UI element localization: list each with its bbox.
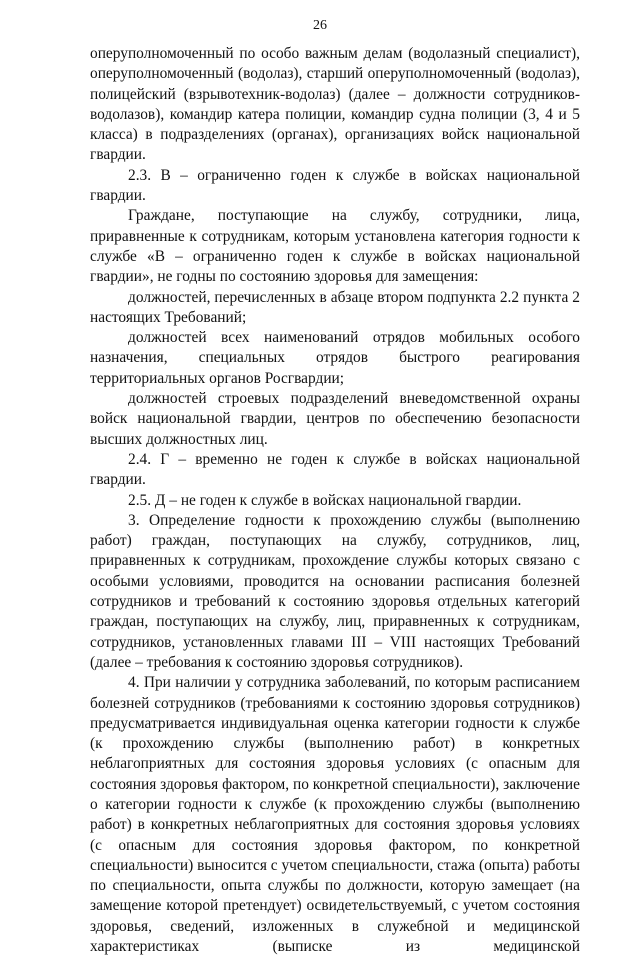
- paragraph-2-5: 2.5. Д – не годен к службе в войсках национальной гвардии.: [128, 491, 522, 509]
- paragraph-3: 3. Определение годности к прохождению службы (выполнению работ) граждан, поступающих на службу, сотрудников, лиц, приравненных к сотрудникам, прохождение службы которых связано с особыми условиями, проводится на основании расписания болезней сотрудников и требований к состоянию здоровья отдельных категорий граждан, поступающих на службу, лиц, приравненных к сотрудникам, сотрудников, установленных главами III – VIII настоящих Требований (далее – требования к состоянию здоровья сотрудников).: [90, 511, 580, 671]
- paragraph-2-3: 2.3. В – ограниченно годен к службе в войсках национальной гвардии.: [90, 166, 580, 205]
- paragraph-4: 4. При наличии у сотрудника заболеваний, по которым расписанием болезней сотрудников (требованиями к состоянию здоровья сотрудников) предусматривается индивидуальная оценка категории годности к службе (к прохождению службы (выполнению работ) в конкретных неблагоприятных для состояния здоровья условиях (с опасным для состояния здоровья фактором, по конкретной специальности), заключение о категории годности к службе (к прохождению службы (выполнению работ) в конкретных неблагоприятных для состояния здоровья условиях (с опасным для состояния здоровья фактором, по конкретной специальности) выносится с учетом специальности, стажа (опыта) работы по специальности, опыта службы по должности, которую замещает (на замещение которой претендует) освидетельствуемый, с учетом состояния здоровья, сведений, изложенных в служебной и медицинской характеристиках (выписке из медицинской: [90, 674, 580, 956]
- page-number: 26: [313, 18, 327, 33]
- paragraph-special-units: должностей всех наименований отрядов мобильных особого назначения, специальных отрядов быстрого реагирования территориальных органов Росгвардии;: [90, 329, 580, 387]
- paragraph-positions-divers: оперуполномоченный по особо важным делам (водолазный специалист), оперуполномоченный (водолаз), старший оперуполномоченный (водолаз), полицейский (взрывотехник-водолаз) (далее – должности сотрудников-водолазов), командир катера полиции, командир судна полиции (3, 4 и 5 класса) в подразделениях (органах), организациях войск национальной гвардии.: [90, 45, 580, 164]
- paragraph-positions-listed: должностей, перечисленных в абзаце втором подпункта 2.2 пункта 2 настоящих Требований;: [90, 288, 580, 326]
- document-body: [90, 44, 580, 957]
- paragraph-category-v-restrictions: Граждане, поступающие на службу, сотрудники, лица, приравненные к сотрудникам, которым установлена категория годности к службе «В – ограниченно годен к службе в войсках национальной гвардии», не годны по состоянию здоровья для замещения:: [90, 207, 580, 286]
- paragraph-guard-units: должностей строевых подразделений вневедомственной охраны войск национальной гвардии, центров по обеспечению безопасности высших должностных лиц.: [90, 390, 580, 448]
- paragraph-2-4: 2.4. Г – временно не годен к службе в войсках национальной гвардии.: [90, 450, 580, 489]
